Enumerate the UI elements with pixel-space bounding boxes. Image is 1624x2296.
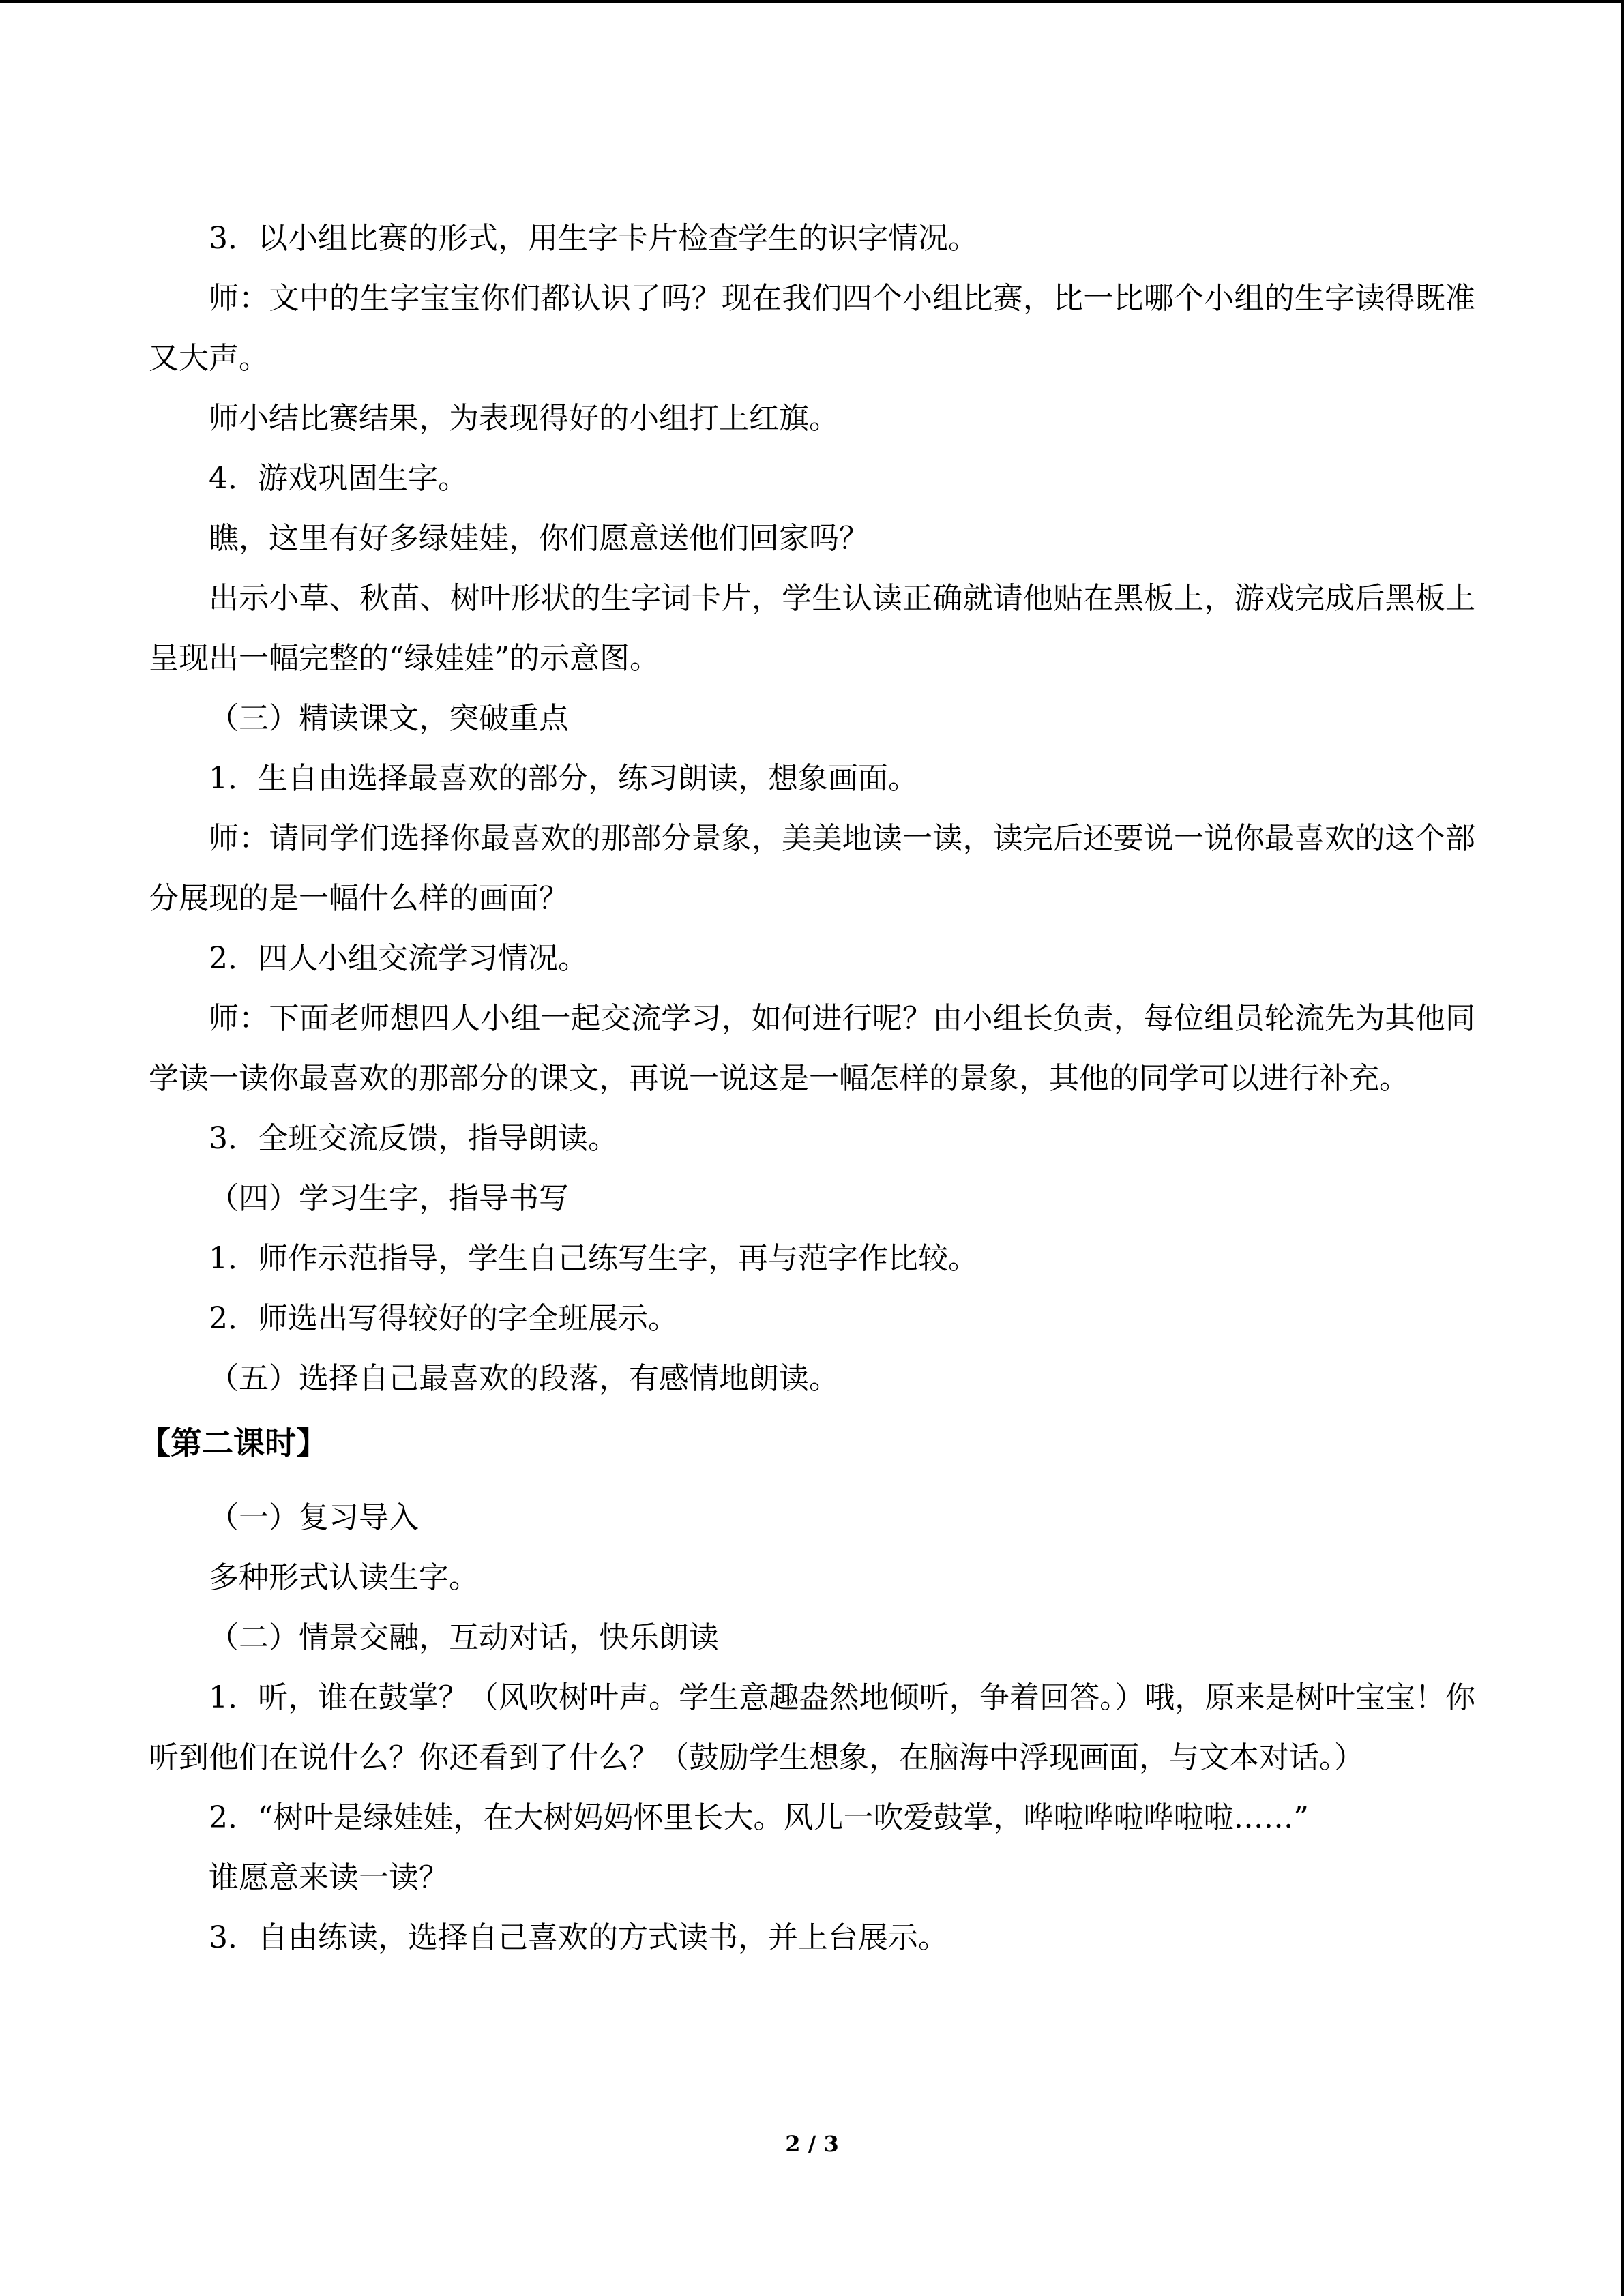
paragraph: 师：请同学们选择你最喜欢的那部分景象，美美地读一读，读完后还要说一说你最喜欢的这个部分展现的是一幅什么样的画面？ bbox=[149, 821, 1475, 916]
paragraph: 4．游戏巩固生字。 bbox=[209, 461, 468, 496]
paragraph: 2．“树叶是绿娃娃，在大树妈妈怀里长大。风儿一吹爱鼓掌，哗啦哗啦哗啦啦……” bbox=[209, 1800, 1309, 1835]
paragraph: 师：文中的生字宝宝你们都认识了吗？现在我们四个小组比赛，比一比哪个小组的生字读得既准又大声。 bbox=[149, 281, 1475, 376]
paragraph: 1．生自由选择最喜欢的部分，练习朗读，想象画面。 bbox=[209, 761, 918, 796]
subsection-heading: （四）学习生字，指导书写 bbox=[209, 1181, 569, 1216]
paragraph: 谁愿意来读一读？ bbox=[209, 1860, 449, 1895]
paragraph: 1．听，谁在鼓掌？（风吹树叶声。学生意趣盎然地倾听，争着回答。）哦，原来是树叶宝宝！你听到他们在说什么？你还看到了什么？（鼓励学生想象，在脑海中浮现画面，与文本对话。） bbox=[149, 1680, 1475, 1775]
subsection-heading: （三）精读课文，突破重点 bbox=[209, 701, 569, 736]
subsection-heading: （一）复习导入 bbox=[209, 1500, 419, 1535]
paragraph: 师：下面老师想四人小组一起交流学习，如何进行呢？由小组长负责，每位组员轮流先为其他同学读一读你最喜欢的那部分的课文，再说一说这是一幅怎样的景象，其他的同学可以进行补充。 bbox=[149, 1001, 1475, 1096]
paragraph: 2．师选出写得较好的字全班展示。 bbox=[209, 1301, 678, 1336]
subsection-heading: （二）情景交融，互动对话，快乐朗读 bbox=[209, 1620, 719, 1655]
paragraph: 3．全班交流反馈，指导朗读。 bbox=[209, 1121, 618, 1156]
right-border-line bbox=[1621, 0, 1624, 2296]
paragraph: 多种形式认读生字。 bbox=[209, 1560, 479, 1595]
paragraph: 师小结比赛结果，为表现得好的小组打上红旗。 bbox=[209, 401, 839, 436]
paragraph: 3．自由练读，选择自己喜欢的方式读书，并上台展示。 bbox=[209, 1920, 948, 1955]
section-heading: 【第二课时】 bbox=[139, 1425, 327, 1461]
subsection-heading: （五）选择自己最喜欢的段落，有感情地朗读。 bbox=[209, 1361, 839, 1396]
paragraph: 2．四人小组交流学习情况。 bbox=[209, 941, 588, 976]
paragraph: 出示小草、秋苗、树叶形状的生字词卡片，学生认读正确就请他贴在黑板上，游戏完成后黑板上呈现出一幅完整的“绿娃娃”的示意图。 bbox=[149, 581, 1475, 676]
paragraph: 瞧，这里有好多绿娃娃，你们愿意送他们回家吗？ bbox=[209, 521, 869, 556]
page-number: 2 / 3 bbox=[785, 2131, 839, 2157]
paragraph: 3．以小组比赛的形式，用生字卡片检查学生的识字情况。 bbox=[209, 221, 978, 256]
top-border-line bbox=[0, 0, 1624, 3]
paragraph: 1．师作示范指导，学生自己练写生字，再与范字作比较。 bbox=[209, 1241, 978, 1276]
document-body bbox=[139, 209, 1475, 1968]
